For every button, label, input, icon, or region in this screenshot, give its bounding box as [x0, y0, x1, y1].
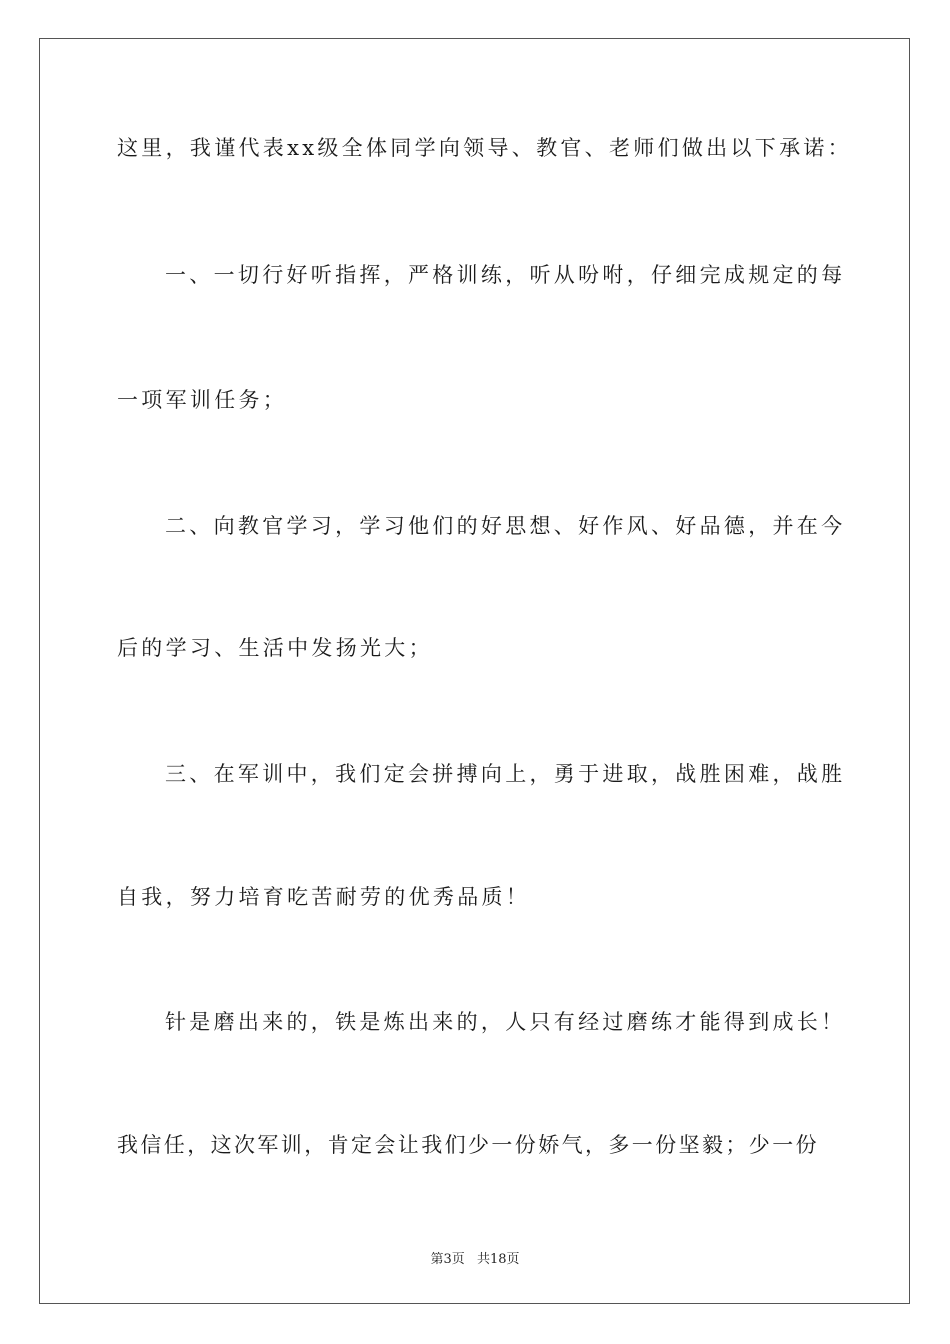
text-line-1: 这里，我谨代表xx级全体同学向领导、教官、老师们做出以下承诺：	[117, 136, 852, 160]
text-line-6: 三、在军训中，我们定会拼搏向上，勇于进取，战胜困难，战胜	[165, 762, 846, 786]
text-line-2: 一、一切行好听指挥，严格训练，听从吩咐，仔细完成规定的每	[165, 263, 846, 287]
text-line-4: 二、向教官学习，学习他们的好思想、好作风、好品德，并在今	[165, 514, 846, 538]
page-footer	[0, 1248, 950, 1267]
text-line-3: 一项军训任务；	[117, 388, 288, 412]
text-line-5: 后的学习、生活中发扬光大；	[117, 636, 433, 660]
text-line-7: 自我，努力培育吃苦耐劳的优秀品质！	[117, 885, 531, 909]
text-line-8: 针是磨出来的，铁是炼出来的，人只有经过磨练才能得到成长！	[165, 1010, 846, 1034]
page-total: 共18页	[476, 1252, 520, 1267]
page-number: 第3页	[430, 1252, 465, 1267]
text-line-9: 我信任，这次军训，肯定会让我们少一份娇气，多一份坚毅；少一份	[117, 1133, 819, 1157]
page-frame	[39, 38, 910, 1304]
